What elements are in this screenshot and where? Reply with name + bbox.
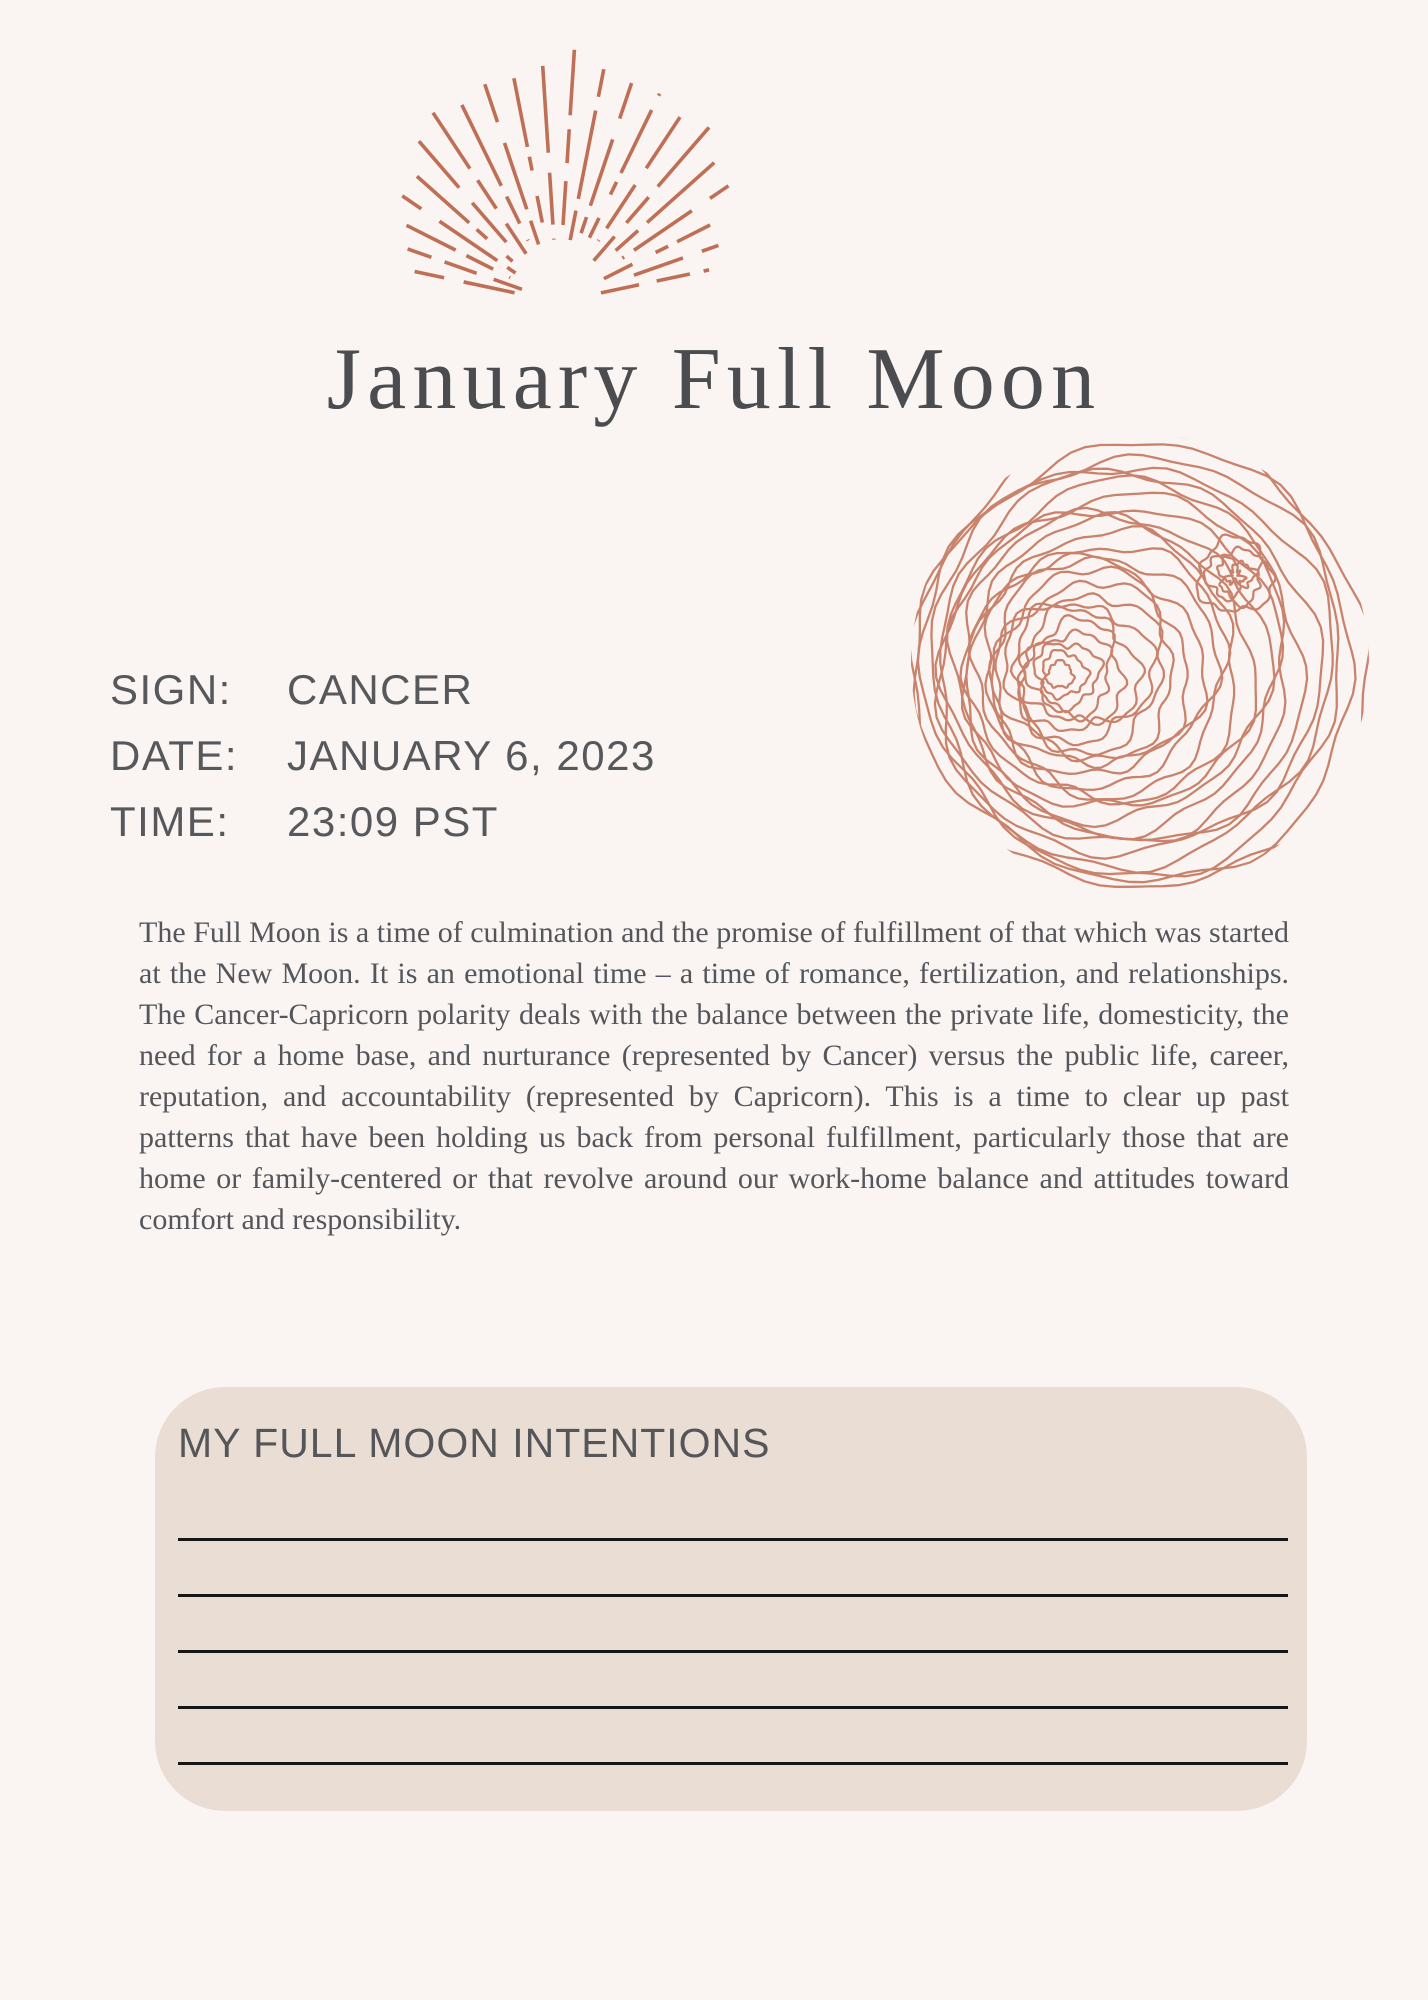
description-paragraph: The Full Moon is a time of culmination and the promise of fulfillment of that which was started at the New Moon. It is an emotional time – a time of romance, fertilization, and relationships. The Cancer-Capricorn polarity deals with the balance between the private life, domesticity, the need for a home base, and nurturance (represented by Cancer) versus the public life, career, reputation, and accountability (represented by Capricorn). This is a time to clear up past patterns that have been holding us back from personal fulfillment, particularly those that are home or family-centered or that revolve around our work-home balance and attitudes toward comfort and responsibility. (139, 916, 1289, 1236)
info-row-date (110, 723, 656, 789)
info-value-date: JANUARY 6, 2023 (287, 732, 656, 779)
intentions-panel (155, 1387, 1307, 1811)
writing-line-4[interactable] (178, 1706, 1288, 1709)
writing-line-3[interactable] (178, 1650, 1288, 1653)
info-row-sign (110, 657, 656, 723)
info-row-time (110, 789, 656, 855)
info-label-sign: SIGN: (110, 666, 232, 713)
page-title: January Full Moon (326, 331, 1102, 428)
intentions-heading: MY FULL MOON INTENTIONS (178, 1420, 771, 1466)
info-label-time: TIME: (110, 798, 230, 845)
writing-line-1[interactable] (178, 1538, 1288, 1541)
writing-lines (178, 1538, 1288, 1818)
writing-line-2[interactable] (178, 1594, 1288, 1597)
sunburst-icon (330, 40, 790, 310)
info-value-sign: CANCER (287, 666, 474, 713)
info-label-date: DATE: (110, 732, 239, 779)
info-value-time: 23:09 PST (287, 798, 499, 845)
moon-topographic-icon (905, 428, 1375, 898)
writing-line-5[interactable] (178, 1762, 1288, 1765)
moon-info-list (110, 657, 656, 855)
